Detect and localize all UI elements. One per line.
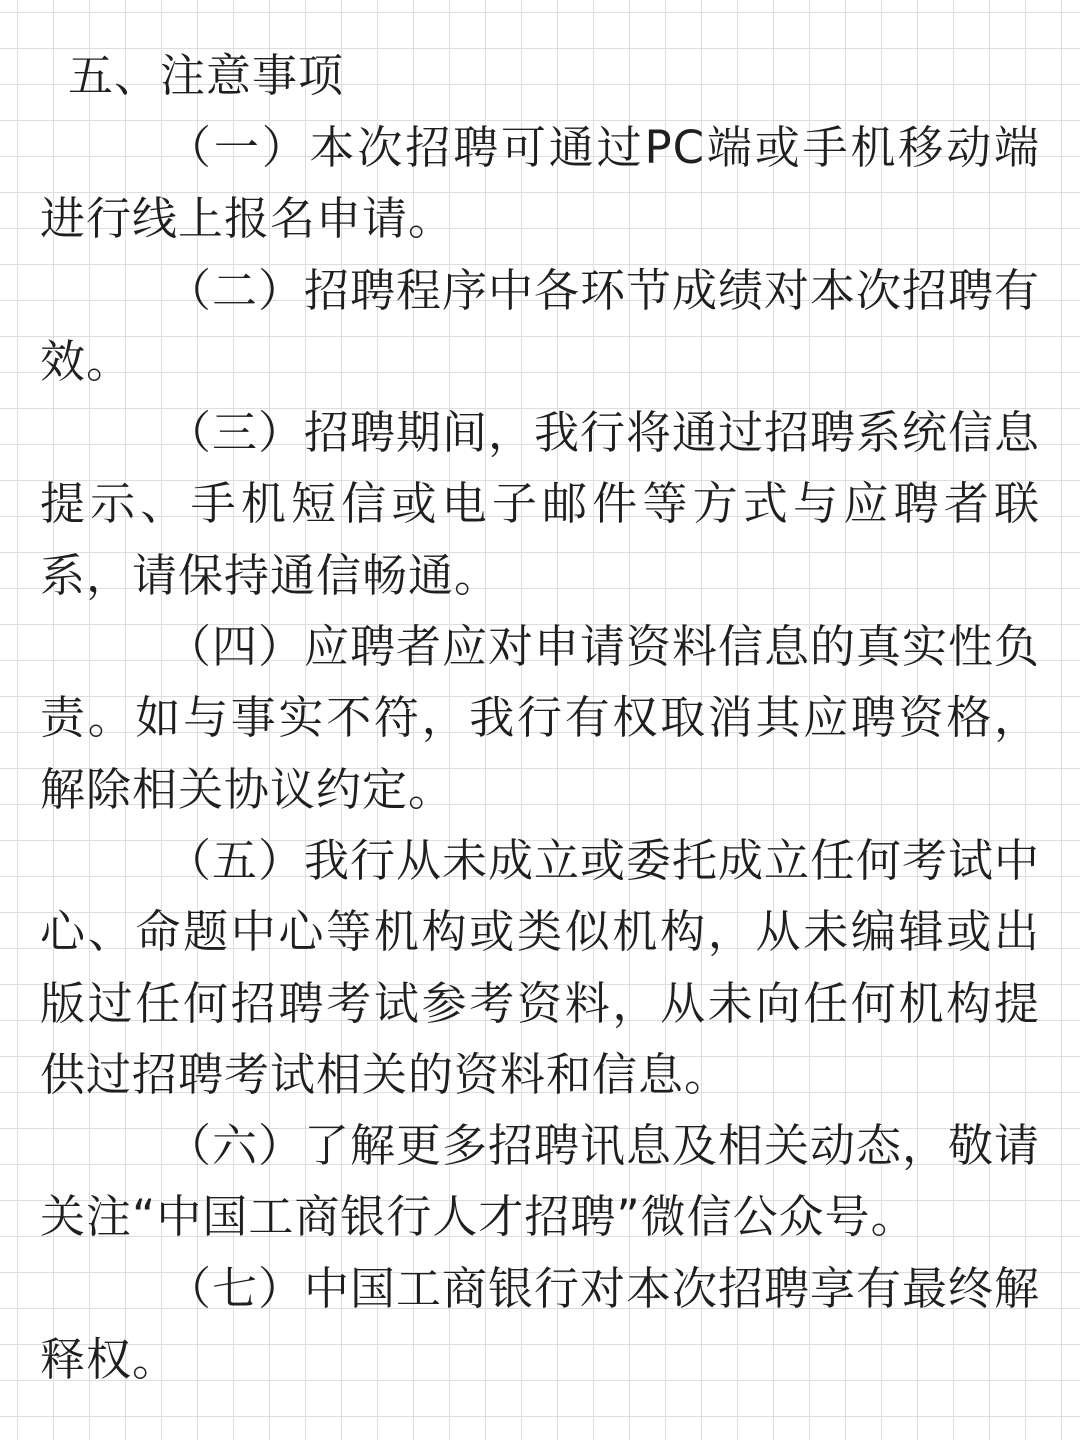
note-item-1: （一）本次招聘可通过PC端或手机移动端进行线上报名申请。 (40, 121, 1040, 246)
note-item-3: （三）招聘期间，我行将通过招聘系统信息提示、手机短信或电子邮件等方式与应聘者联系，请保持通信畅通。 (40, 406, 1041, 602)
note-item-7: （七）中国工商银行对本次招聘享有最终解释权。 (40, 1261, 1041, 1387)
note-item-4: （四）应聘者应对申请资料信息的真实性负责。如与事实不符，我行有权取消其应聘资格，解除相关协议约定。 (40, 620, 1041, 816)
note-item-6: （六）了解更多招聘讯息及相关动态，敬请关注“中国工商银行人才招聘”微信公众号。 (40, 1119, 1041, 1244)
section-title: 五、注意事项 (68, 49, 345, 102)
note-item-2: （二）招聘程序中各环节成绩对本次招聘有效。 (40, 263, 1041, 388)
note-item-5: （五）我行从未成立或委托成立任何考试中心、命题中心等机构或类似机构，从未编辑或出版过任何招聘考试参考资料，从未向任何机构提供过招聘考试相关的资料和信息。 (40, 833, 1041, 1101)
